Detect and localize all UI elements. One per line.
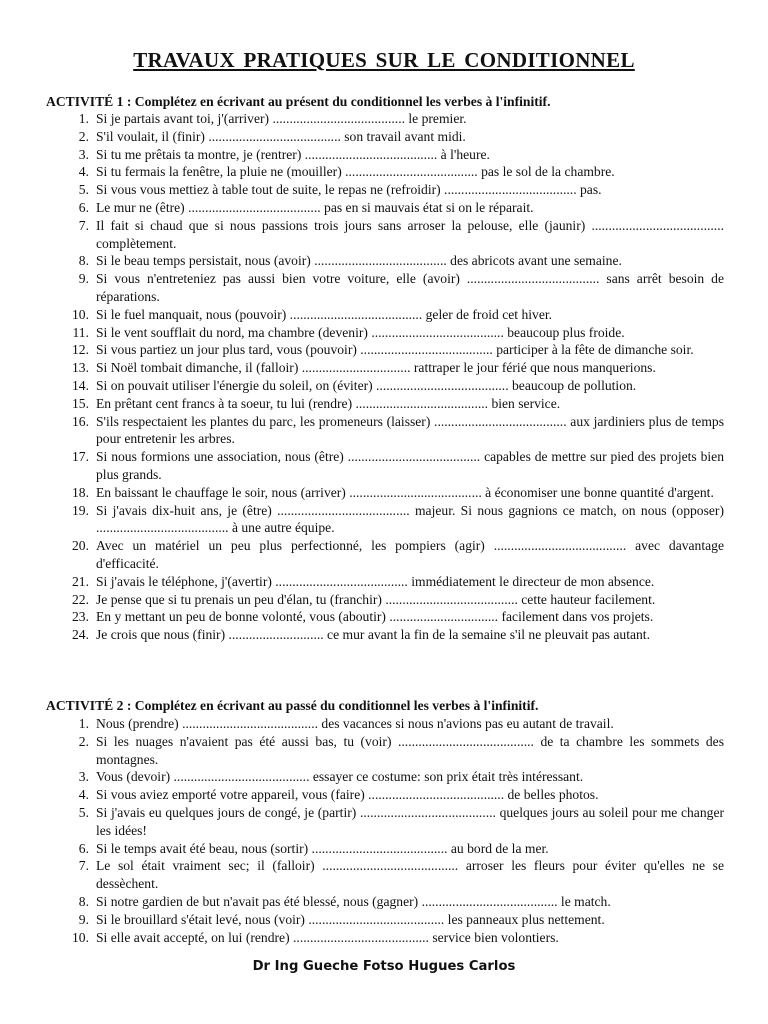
exercise-number: 3. — [78, 769, 89, 785]
exercise-item — [46, 608, 724, 626]
exercise-sentence: Si tu fermais la fenêtre, la pluie ne (mouiller) ....................................... pas le sol de la chambre. — [96, 164, 615, 180]
exercise-sentence: Si le beau temps persistait, nous (avoir) ....................................... des abricots avant une semaine. — [96, 253, 622, 269]
exercise-item — [46, 163, 724, 181]
exercise-sentence: Si le fuel manquait, nous (pouvoir) ....................................... geler de froid cet hiver. — [96, 306, 553, 322]
exercise-item — [46, 413, 724, 449]
exercise-number: 1. — [78, 111, 89, 126]
exercise-item — [46, 840, 724, 858]
exercise-sentence: Si le brouillard s'était levé, nous (voir) ........................................ les panneaux plus nettement. — [96, 911, 605, 927]
exercise-sentence: Si notre gardien de but n'avait pas été blessé, nous (gagner) ........................................ le match. — [96, 893, 611, 909]
exercise-item — [46, 341, 724, 359]
exercise-sentence: Si vous vous mettiez à table tout de suite, le repas ne (refroidir) ....................................... pas. — [96, 182, 602, 198]
exercise-number: 13. — [72, 360, 89, 376]
exercise-number: 21. — [72, 573, 89, 589]
exercise-sentence: Le mur ne (être) ....................................... pas en si mauvais état si on le réparait. — [96, 199, 534, 215]
exercise-item — [46, 377, 724, 395]
exercise-sentence: Je pense que si tu prenais un peu d'élan, tu (franchir) ....................................... cette hauteur facilement. — [96, 591, 656, 607]
exercise-number: 10. — [72, 929, 89, 945]
exercise-item — [46, 110, 724, 128]
exercise-sentence: Il fait si chaud que si nous passions trois jours sans arroser la pelouse, elle (jaunir) ....................................... complètement. — [96, 217, 724, 251]
exercise-number: 6. — [78, 199, 89, 215]
exercise-sentence: Si nous formions une association, nous (être) ....................................... capables de mettre sur pied des projets bien plus grands. — [96, 449, 724, 482]
activity-1-heading: ACTIVITÉ 1 : Complétez en écrivant au présent du conditionnel les verbes à l'infinitif. — [46, 94, 551, 109]
exercise-item — [46, 893, 724, 911]
exercise-item — [46, 270, 724, 306]
exercise-item — [46, 715, 724, 733]
exercise-number: 5. — [78, 182, 89, 198]
exercise-number: 7. — [78, 858, 89, 874]
exercise-number: 10. — [72, 306, 89, 322]
exercise-item — [46, 181, 724, 199]
exercise-number: 11. — [72, 324, 89, 340]
activity-2-list — [46, 715, 724, 946]
exercise-number: 4. — [78, 164, 89, 180]
exercise-item — [46, 786, 724, 804]
exercise-sentence: Si Noël tombait dimanche, il (falloir) ................................ rattraper le jour férié que nous manquerions. — [96, 360, 656, 376]
exercise-sentence: En y mettant un peu de bonne volonté, vous (aboutir) ................................ facilement dans vos projets. — [96, 609, 654, 625]
exercise-number: 9. — [78, 911, 89, 927]
activity-1-list — [46, 110, 724, 644]
exercise-item — [46, 128, 724, 146]
exercise-number: 5. — [78, 804, 89, 820]
exercise-sentence: Vous (devoir) ........................................ essayer ce costume: son prix était très intéressant. — [96, 769, 584, 785]
exercise-item — [46, 448, 724, 484]
exercise-sentence: Si je partais avant toi, j'(arriver) ....................................... le premier. — [96, 111, 467, 126]
exercise-number: 2. — [78, 128, 89, 144]
exercise-item — [46, 502, 724, 538]
exercise-number: 22. — [72, 591, 89, 607]
exercise-sentence: Si vous partiez un jour plus tard, vous (pouvoir) ....................................... participer à la fête de dimanche soir. — [96, 342, 694, 358]
exercise-sentence: Si j'avais le téléphone, j'(avertir) ....................................... immédiatement le directeur de mon absence. — [96, 573, 655, 589]
exercise-item — [46, 484, 724, 502]
exercise-item — [46, 537, 724, 573]
page-title: TRAVAUX PRATIQUES SUR LE CONDITIONNEL — [133, 48, 635, 72]
exercise-sentence: Avec un matériel un peu plus perfectionné, les pompiers (agir) ....................................... avec davantage d'efficacité. — [96, 538, 724, 571]
exercise-sentence: Le sol était vraiment sec; il (falloir) ........................................ arroser les fleurs pour éviter qu'elles ne se dessèchent. — [96, 858, 724, 892]
exercise-number: 3. — [78, 146, 89, 162]
exercise-item — [46, 768, 724, 786]
exercise-number: 1. — [78, 716, 89, 731]
exercise-number: 18. — [72, 484, 89, 500]
exercise-number: 6. — [78, 840, 89, 856]
exercise-item — [46, 324, 724, 342]
exercise-sentence: Je crois que nous (finir) ............................ ce mur avant la fin de la semaine s'il ne pleuvait pas autant. — [96, 627, 650, 643]
exercise-item — [46, 359, 724, 377]
exercise-item — [46, 573, 724, 591]
exercise-number: 8. — [78, 893, 89, 909]
exercise-sentence: Nous (prendre) ........................................ des vacances si nous n'avions pas eu autant de travail. — [96, 716, 614, 731]
exercise-number: 19. — [72, 502, 89, 518]
exercise-number: 12. — [72, 342, 89, 358]
exercise-number: 14. — [72, 377, 89, 393]
exercise-item — [46, 626, 724, 644]
activity-2-heading: ACTIVITÉ 2 : Complétez en écrivant au passé du conditionnel les verbes à l'infinitif. — [46, 698, 539, 713]
exercise-sentence: Si les nuages n'avaient pas été aussi bas, tu (voir) ........................................ de ta chambre les sommets des montagnes. — [96, 733, 724, 767]
exercise-number: 7. — [78, 217, 89, 233]
exercise-item — [46, 911, 724, 929]
exercise-sentence: S'ils respectaient les plantes du parc, les promeneurs (laisser) ....................................... aux jardiniers plus de temps pour entretenir les arbres. — [96, 413, 724, 447]
exercise-number: 23. — [72, 609, 89, 625]
exercise-item — [46, 306, 724, 324]
exercise-sentence: Si j'avais eu quelques jours de congé, je (partir) ........................................ quelques jours au soleil pour me changer les idées! — [96, 804, 724, 838]
exercise-number: 9. — [78, 271, 89, 287]
exercise-number: 20. — [72, 538, 89, 554]
exercise-sentence: Si le vent soufflait du nord, ma chambre (devenir) ....................................... beaucoup plus froide. — [96, 324, 625, 340]
exercise-sentence: Si le temps avait été beau, nous (sortir) ........................................ au bord de la mer. — [96, 840, 549, 856]
exercise-item — [46, 217, 724, 253]
exercise-item — [46, 929, 724, 947]
exercise-sentence: S'il voulait, il (finir) ....................................... son travail avant midi. — [96, 128, 466, 144]
author-footer: Dr Ing Gueche Fotso Hugues Carlos — [252, 959, 516, 974]
exercise-sentence: Si j'avais dix-huit ans, je (être) ....................................... majeur. Si nous gagnions ce match, on nous (opposer) ....................................... à une autre équipe. — [96, 502, 724, 536]
exercise-sentence: Si on pouvait utiliser l'énergie du soleil, on (éviter) ....................................... beaucoup de pollution. — [96, 377, 637, 393]
exercise-sentence: Si vous aviez emporté votre appareil, vous (faire) ........................................ de belles photos. — [96, 787, 599, 803]
exercise-item — [46, 199, 724, 217]
exercise-sentence: En baissant le chauffage le soir, nous (arriver) ....................................... à économiser une bonne quantité d'argent. — [96, 484, 714, 500]
exercise-sentence: Si vous n'entreteniez pas aussi bien votre voiture, elle (avoir) ....................................... sans arrêt besoin de réparations. — [96, 271, 724, 304]
exercise-item — [46, 252, 724, 270]
exercise-item — [46, 733, 724, 769]
exercise-number: 8. — [78, 253, 89, 269]
exercise-number: 16. — [72, 413, 89, 429]
exercise-sentence: Si tu me prêtais ta montre, je (rentrer) ....................................... à l'heure. — [96, 146, 490, 162]
exercise-item — [46, 857, 724, 893]
exercise-sentence: En prêtant cent francs à ta soeur, tu lui (rendre) ....................................... bien service. — [96, 395, 561, 411]
exercise-item — [46, 804, 724, 840]
exercise-item — [46, 395, 724, 413]
exercise-number: 2. — [78, 733, 89, 749]
exercise-number: 4. — [78, 787, 89, 803]
exercise-sentence: Si elle avait accepté, on lui (rendre) ........................................ service bien volontiers. — [96, 929, 559, 945]
exercise-number: 17. — [72, 449, 89, 465]
exercise-number: 15. — [72, 395, 89, 411]
exercise-item — [46, 146, 724, 164]
exercise-number: 24. — [72, 627, 89, 643]
exercise-item — [46, 591, 724, 609]
